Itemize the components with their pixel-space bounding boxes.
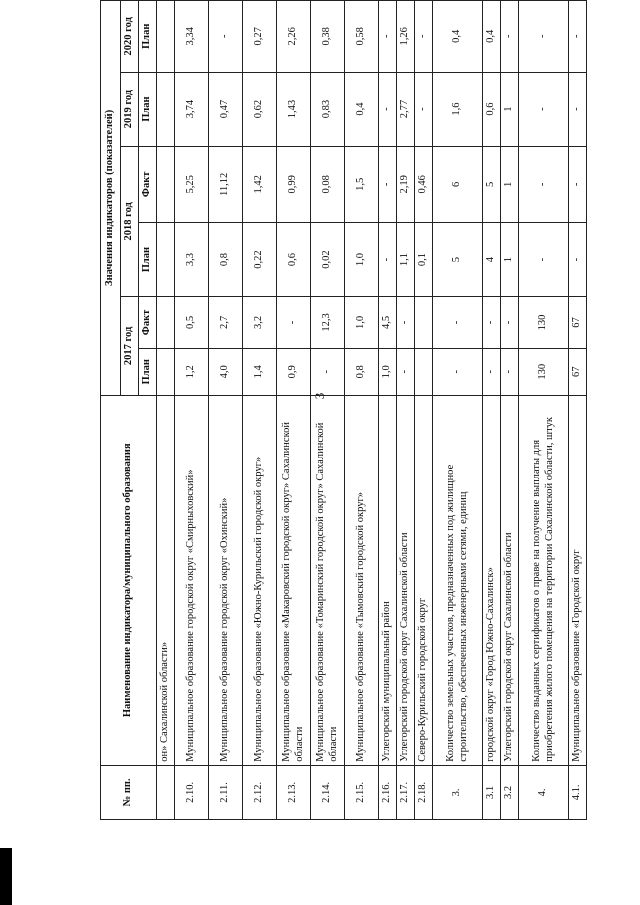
table-row [345,1,379,820]
header-values-group: Значения индикаторов (показателей) [101,1,121,396]
row-number: 3. [433,765,483,819]
row-value: 130 [519,297,569,349]
row-value: - [501,1,519,73]
table-row [157,1,175,820]
row-value: 130 [519,348,569,395]
row-number [157,765,175,819]
row-value: - [379,223,397,297]
row-number: 2.11. [209,765,243,819]
row-value [157,348,175,395]
row-value: - [519,146,569,222]
row-name: Углегорский городской округ Сахалинской области [397,395,415,765]
row-value [157,72,175,146]
row-value: 0,6 [277,223,311,297]
table-row [415,1,433,820]
row-value [157,1,175,73]
row-value [415,297,433,349]
table-row [483,1,501,820]
row-value: - [397,297,415,349]
row-value: - [379,146,397,222]
row-value: - [433,348,483,395]
row-name: Углегорский муниципальный район [379,395,397,765]
table-row [501,1,519,820]
row-value: 0,5 [175,297,209,349]
header-plan: План [139,223,157,297]
row-value: 0,9 [277,348,311,395]
row-value: 0,83 [311,72,345,146]
row-value: 4,0 [209,348,243,395]
row-value: 0,27 [243,1,277,73]
row-value: 0,4 [345,72,379,146]
row-value: - [277,297,311,349]
row-value: - [379,72,397,146]
row-value: 67 [569,297,587,349]
row-value: 2,26 [277,1,311,73]
row-value: 5 [433,223,483,297]
row-value: 1,0 [379,348,397,395]
row-value: - [501,297,519,349]
row-value: 6 [433,146,483,222]
row-value: 0,8 [209,223,243,297]
table-row [433,1,483,820]
row-value: 2,19 [397,146,415,222]
row-value: - [569,146,587,222]
row-value: 3,2 [243,297,277,349]
row-value: 11,12 [209,146,243,222]
row-number: 3.1 [483,765,501,819]
row-name: Муниципальное образование «Городской округ [569,395,587,765]
row-value: 0,62 [243,72,277,146]
row-value: - [415,1,433,73]
row-value: 1 [501,146,519,222]
row-value: 1 [501,223,519,297]
row-number: 2.14. [311,765,345,819]
header-fact: Факт [139,297,157,349]
row-value: - [519,1,569,73]
row-name: Муниципальное образование «Южно-Курильский городской округ» [243,395,277,765]
header-num: № пп. [101,765,157,819]
row-value: - [569,72,587,146]
row-value: 3,3 [175,223,209,297]
row-value: 0,6 [483,72,501,146]
row-name: Муниципальное образование городской округ «Охинский» [209,395,243,765]
row-number: 2.13. [277,765,311,819]
row-name: Муниципальное образование «Тымовский городской округ» [345,395,379,765]
row-value: 1,26 [397,1,415,73]
header-fact: Факт [139,146,157,222]
row-value: 3,74 [175,72,209,146]
row-value: 0,4 [433,1,483,73]
scan-edge-mark [0,848,12,905]
header-year-2017: 2017 год [121,297,139,396]
row-value: 1,6 [433,72,483,146]
row-value: 0,08 [311,146,345,222]
row-value [415,348,433,395]
header-year-2018: 2018 год [121,146,139,296]
header-plan: План [139,348,157,395]
row-value: 1,1 [397,223,415,297]
row-value: 0,47 [209,72,243,146]
row-value: 4,5 [379,297,397,349]
table-row [569,1,587,820]
row-value: 0,4 [483,1,501,73]
row-value: 1 [501,72,519,146]
row-name: он» Сахалинской области» [157,395,175,765]
row-value: 1,42 [243,146,277,222]
row-number: 2.16. [379,765,397,819]
row-value: 1,5 [345,146,379,222]
row-value: - [569,1,587,73]
header-plan: План [139,72,157,146]
row-value: - [311,348,345,395]
row-value: 1,4 [243,348,277,395]
table-row [209,1,243,820]
row-value: 0,1 [415,223,433,297]
page-number: 3 [312,392,327,400]
row-value: - [397,348,415,395]
row-value: 12,3 [311,297,345,349]
row-number: 4.1. [569,765,587,819]
table-row [397,1,415,820]
table-row [311,1,345,820]
row-value: - [519,223,569,297]
table-row [243,1,277,820]
row-value [157,297,175,349]
row-value: 0,99 [277,146,311,222]
row-value: 1,43 [277,72,311,146]
row-value: 1,0 [345,297,379,349]
row-value: 67 [569,348,587,395]
row-number: 2.17. [397,765,415,819]
row-value: 0,38 [311,1,345,73]
table-row [519,1,569,820]
row-value [157,223,175,297]
row-value: - [379,1,397,73]
row-value: - [415,72,433,146]
row-name: Углегорский городской округ Сахалинской области [501,395,519,765]
row-value: - [433,297,483,349]
row-value: 4 [483,223,501,297]
row-value: - [519,72,569,146]
row-value: 5 [483,146,501,222]
row-name: Муниципальное образование «Макаровский городской округ» Сахалинской области [277,395,311,765]
row-value: 0,58 [345,1,379,73]
row-name: Количество земельных участков, предназначенных под жилищное строительство, обеспеченных инженерными сетями, единиц [433,395,483,765]
row-number: 2.10. [175,765,209,819]
row-value: 0,02 [311,223,345,297]
row-name: Муниципальное образование «Томаринский городской округ» Сахалинской области [311,395,345,765]
row-value: - [569,223,587,297]
row-value: 0,46 [415,146,433,222]
row-name: городской округ «Город Южно-Сахалинск» [483,395,501,765]
row-value [157,146,175,222]
row-number: 4. [519,765,569,819]
row-value: 3,34 [175,1,209,73]
header-year-2019: 2019 год [121,72,139,146]
row-value: 1,2 [175,348,209,395]
row-number: 2.15. [345,765,379,819]
rotated-table-frame [100,0,583,820]
row-number: 2.18. [415,765,433,819]
row-value: - [483,348,501,395]
row-value: 0,22 [243,223,277,297]
table-row [277,1,311,820]
header-year-2020: 2020 год [121,1,139,73]
indicators-table [100,0,587,820]
table-row [379,1,397,820]
row-value: - [209,1,243,73]
row-name: Количество выданных сертификатов о праве на получение выплаты для приобретения жилого помещения на территории Сахалинской области, штук [519,395,569,765]
row-value: - [483,297,501,349]
table-row [175,1,209,820]
row-value: 5,25 [175,146,209,222]
row-name: Северо-Курильский городской округ [415,395,433,765]
row-value: - [501,348,519,395]
row-value: 2,7 [209,297,243,349]
row-number: 3.2 [501,765,519,819]
row-number: 2.12. [243,765,277,819]
header-plan: План [139,1,157,73]
row-value: 0,8 [345,348,379,395]
row-name: Муниципальное образование городской округ «Смирныховский» [175,395,209,765]
row-value: 2,77 [397,72,415,146]
row-value: 1,0 [345,223,379,297]
header-name: Наименование индикатора/муниципального образования [101,395,157,765]
